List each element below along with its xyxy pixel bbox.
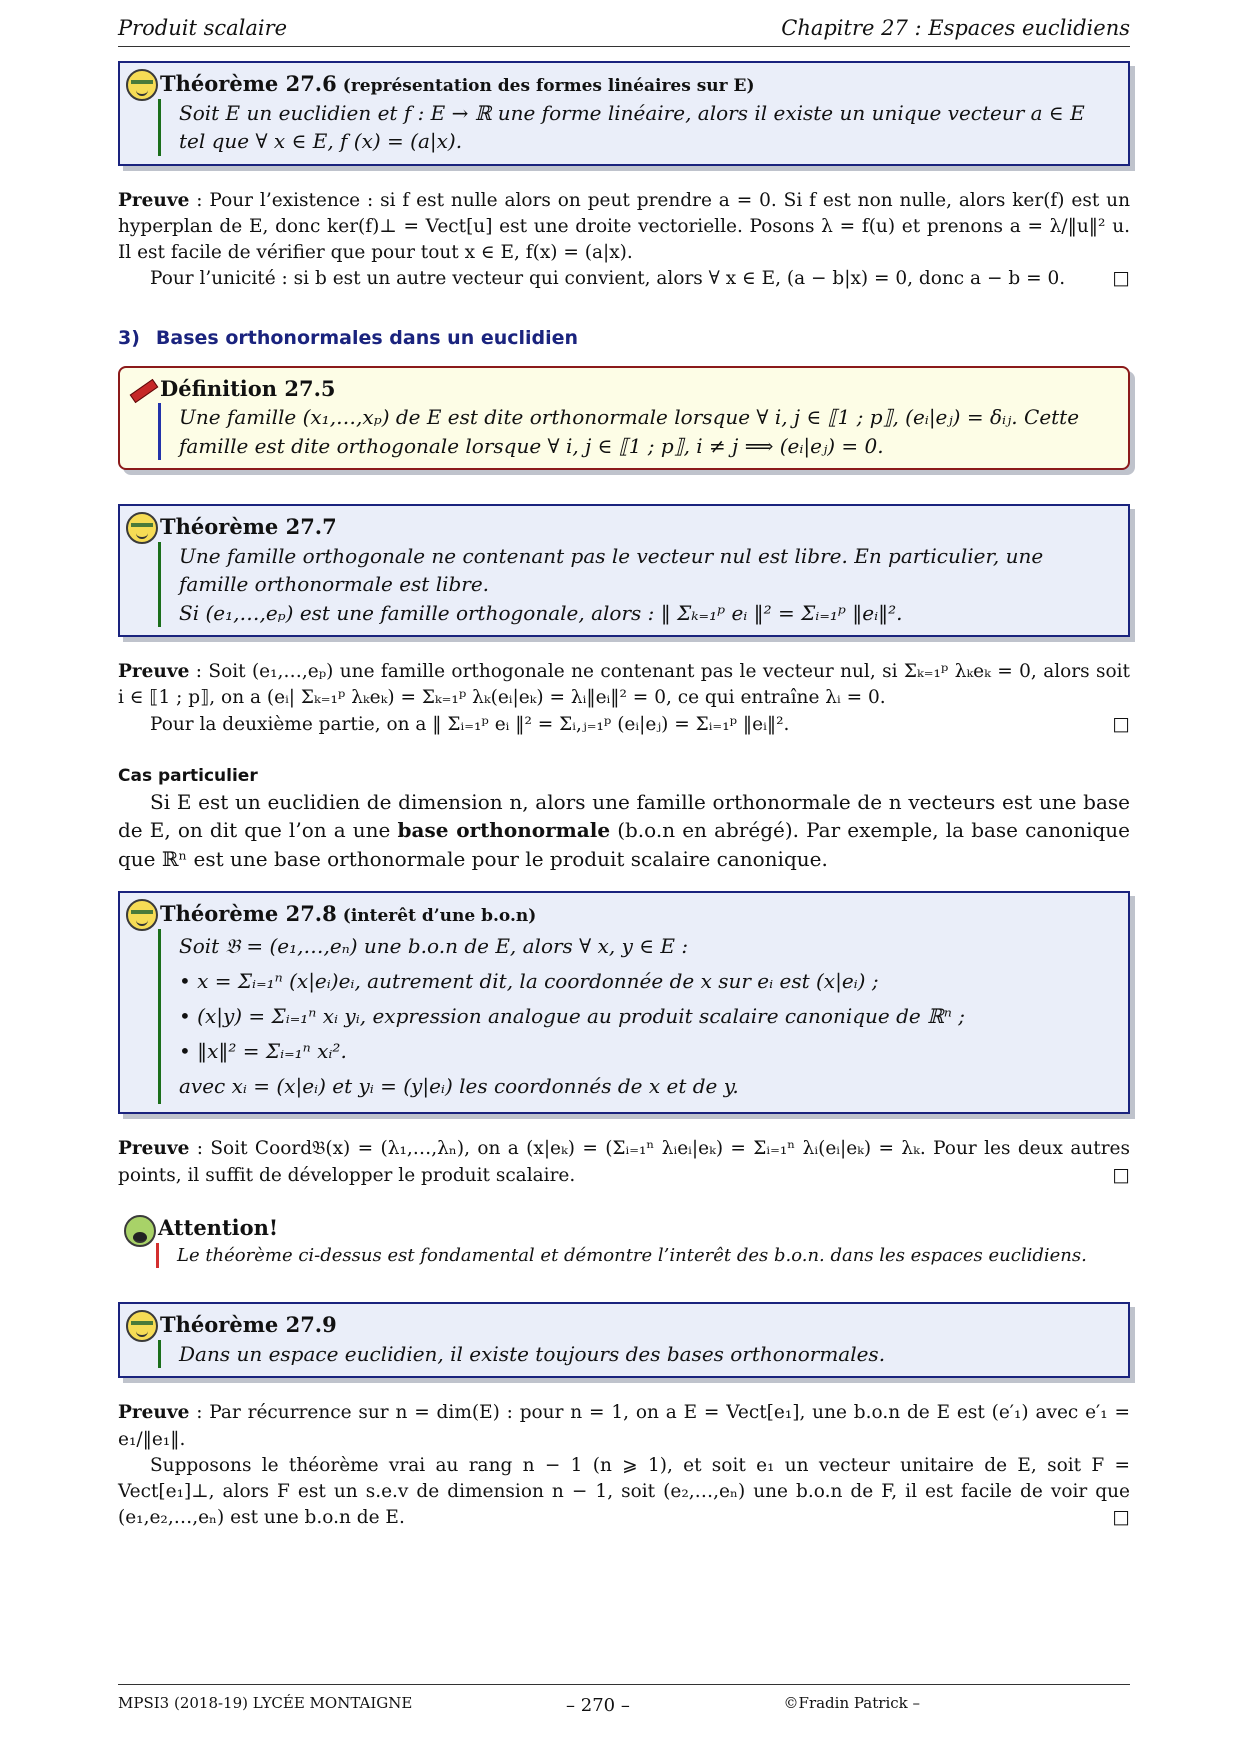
page — [118, 14, 1130, 1532]
header-left: Produit scalaire — [118, 16, 288, 40]
cas-text-a: Si E est un euclidien de dimension n, alors une famille orthonormale de n vecteurs est une base de E, on dit que l’on a une — [118, 790, 1130, 843]
definition-body: Une famille (x₁,…,xₚ) de E est dite orthonormale lorsque ∀ i, j ∈ ⟦1 ; p⟧, (eᵢ|eⱼ) = δᵢⱼ. Cette famille est dite orthogonale lorsque ∀ i, j ∈ ⟦1 ; p⟧, i ≠ j ⟹ (eᵢ|eⱼ) = 0. — [158, 403, 1116, 460]
theorem-27-6 — [118, 61, 1130, 166]
theorem-body-line: • (x|y) = Σᵢ₌₁ⁿ xᵢ yᵢ, expression analogue au produit scalaire canonique de ℝⁿ ; — [179, 1004, 965, 1029]
section-number: 3) — [118, 326, 140, 349]
footer-left: MPSI3 (2018-19) LYCÉE MONTAIGNE — [118, 1694, 413, 1712]
proof-label: Preuve — [118, 189, 190, 211]
proof-text: Pour l’unicité : si b est un autre vecteur qui convient, alors ∀ x ∈ E, (a − b|x) = 0, donc a − b = 0. — [150, 268, 1066, 290]
theorem-body: Soit E un euclidien et f : E → ℝ une forme linéaire, alors il existe un unique vecteur a ∈ E tel que ∀ x ∈ E, f (x) = (a|x). — [158, 99, 1116, 156]
qed-symbol: □ — [1112, 1164, 1130, 1186]
theorem-body-line: Soit 𝔅 = (e₁,…,eₙ) une b.o.n de E, alors ∀ x, y ∈ E : — [179, 934, 689, 959]
cas-particulier-text — [118, 788, 1130, 873]
cas-text-b: (b.o.n en abrégé). Par exemple, la base canonique que ℝⁿ est une base orthonormale pour le produit scalaire canonique. — [118, 818, 1130, 871]
proof-text: Supposons le théorème vrai au rang n − 1 (n ⩾ 1), et soit e₁ un vecteur unitaire de E, soit F = Vect[e₁]⊥, alors F est un s.e.v de dimension n − 1, soit (e₂,…,eₙ) une b.o.n de F, il est facile de voir que (e₁,e₂,…,eₙ) est une b.o.n de E. — [118, 1454, 1130, 1529]
header-right: Chapitre 27 : Espaces euclidiens — [781, 16, 1130, 40]
theorem-body — [158, 542, 1116, 627]
nerd-emoji-icon — [126, 1310, 158, 1342]
theorem-27-9 — [118, 1302, 1130, 1378]
theorem-body-line: Une famille orthogonale ne contenant pas le vecteur nul est libre. En particulier, une famille orthonormale est libre. — [179, 544, 1044, 597]
proof-27-6 — [118, 188, 1130, 293]
proof-text: Pour la deuxième partie, on a ‖ Σᵢ₌₁ᵖ eᵢ ‖² = Σᵢ,ⱼ₌₁ᵖ (eᵢ|eⱼ) = Σᵢ₌₁ᵖ ‖eᵢ‖². — [150, 713, 790, 735]
proof-label: Preuve — [118, 661, 190, 683]
theorem-27-7 — [118, 504, 1130, 637]
qed-symbol: □ — [1112, 1507, 1130, 1529]
section-title: Bases orthonormales dans un euclidien — [155, 326, 579, 349]
proof-label: Preuve — [118, 1402, 190, 1424]
proof-text: : Soit (e₁,…,eₚ) une famille orthogonale ne contenant pas le vecteur nul, si Σₖ₌₁ᵖ λₖeₖ = 0, alors soit i ∈ ⟦1 ; p⟧, on a (eᵢ| Σₖ₌₁ᵖ λₖeₖ) = Σₖ₌₁ᵖ λₖ(eᵢ|eₖ) = λᵢ‖eᵢ‖² = 0, ce qui entraîne λᵢ = 0. — [118, 661, 1130, 709]
theorem-subtitle: (représentation des formes linéaires sur E) — [342, 75, 755, 96]
theorem-subtitle: (interêt d’une b.o.n) — [342, 906, 537, 927]
definition-27-5 — [118, 366, 1130, 471]
proof-27-7 — [118, 659, 1130, 738]
theorem-title: Théorème 27.8 — [160, 901, 337, 927]
theorem-body — [158, 929, 1116, 1104]
theorem-body-line: • x = Σᵢ₌₁ⁿ (x|eᵢ)eᵢ, autrement dit, la coordonnée de x sur eᵢ est (x|eᵢ) ; — [179, 969, 879, 994]
theorem-body-line: • ‖x‖² = Σᵢ₌₁ⁿ xᵢ². — [179, 1039, 347, 1064]
proof-text: : Par récurrence sur n = dim(E) : pour n = 1, on a E = Vect[e₁], une b.o.n de E est (e′₁) avec e′₁ = e₁/‖e₁‖. — [118, 1402, 1130, 1450]
page-number: – 270 – — [566, 1695, 630, 1716]
theorem-title: Théorème 27.7 — [160, 514, 337, 540]
qed-symbol: □ — [1112, 268, 1130, 290]
nerd-emoji-icon — [126, 512, 158, 544]
section-heading — [118, 325, 1130, 352]
theorem-title: Théorème 27.6 — [160, 70, 337, 96]
cas-particulier-heading: Cas particulier — [118, 765, 258, 786]
proof-27-8 — [118, 1136, 1130, 1189]
cas-bold-term: base orthonormale — [397, 818, 611, 843]
definition-title: Définition 27.5 — [160, 375, 336, 401]
attention-body: Le théorème ci-dessus est fondamental et démontre l’interêt des b.o.n. dans les espaces euclidiens. — [156, 1243, 1118, 1269]
proof-27-9 — [118, 1400, 1130, 1531]
attention-title: Attention! — [158, 1214, 279, 1240]
nerd-emoji-icon — [126, 899, 158, 931]
running-header — [118, 14, 1130, 47]
footer-right: ©Fradin Patrick – — [783, 1694, 920, 1712]
theorem-body-line: Si (e₁,…,eₚ) est une famille orthogonale, alors : ‖ Σₖ₌₁ᵖ eᵢ ‖² = Σᵢ₌₁ᵖ ‖eᵢ‖². — [179, 600, 903, 625]
qed-symbol: □ — [1112, 713, 1130, 735]
proof-text: : Soit Coord𝔅(x) = (λ₁,…,λₙ), on a (x|eₖ) = (Σᵢ₌₁ⁿ λᵢeᵢ|eₖ) = Σᵢ₌₁ⁿ λᵢ(eᵢ|eₖ) = λₖ. Pour les deux autres points, il suffit de développer le produit scalaire. — [118, 1138, 1130, 1186]
proof-label: Preuve — [118, 1138, 190, 1160]
page-footer — [118, 1684, 1130, 1719]
pen-icon — [126, 376, 156, 406]
theorem-body: Dans un espace euclidien, il existe toujours des bases orthonormales. — [158, 1340, 1116, 1368]
attention-note — [118, 1209, 1130, 1272]
theorem-27-8 — [118, 891, 1130, 1114]
theorem-title: Théorème 27.9 — [160, 1312, 337, 1338]
nerd-emoji-icon — [126, 69, 158, 101]
scared-emoji-icon — [124, 1215, 156, 1247]
theorem-body-line: avec xᵢ = (x|eᵢ) et yᵢ = (y|eᵢ) les coordonnés de x et de y. — [179, 1074, 739, 1099]
proof-text: : Pour l’existence : si f est nulle alors on peut prendre a = 0. Si f est non nulle, alors ker(f) est un hyperplan de E, donc ker(f)⊥ = Vect[u] est une droite vectorielle. Posons λ = f(u) et prenons a = λ/‖u‖² u. Il est facile de vérifier que pour tout x ∈ E, f(x) = (a|x). — [118, 189, 1130, 264]
